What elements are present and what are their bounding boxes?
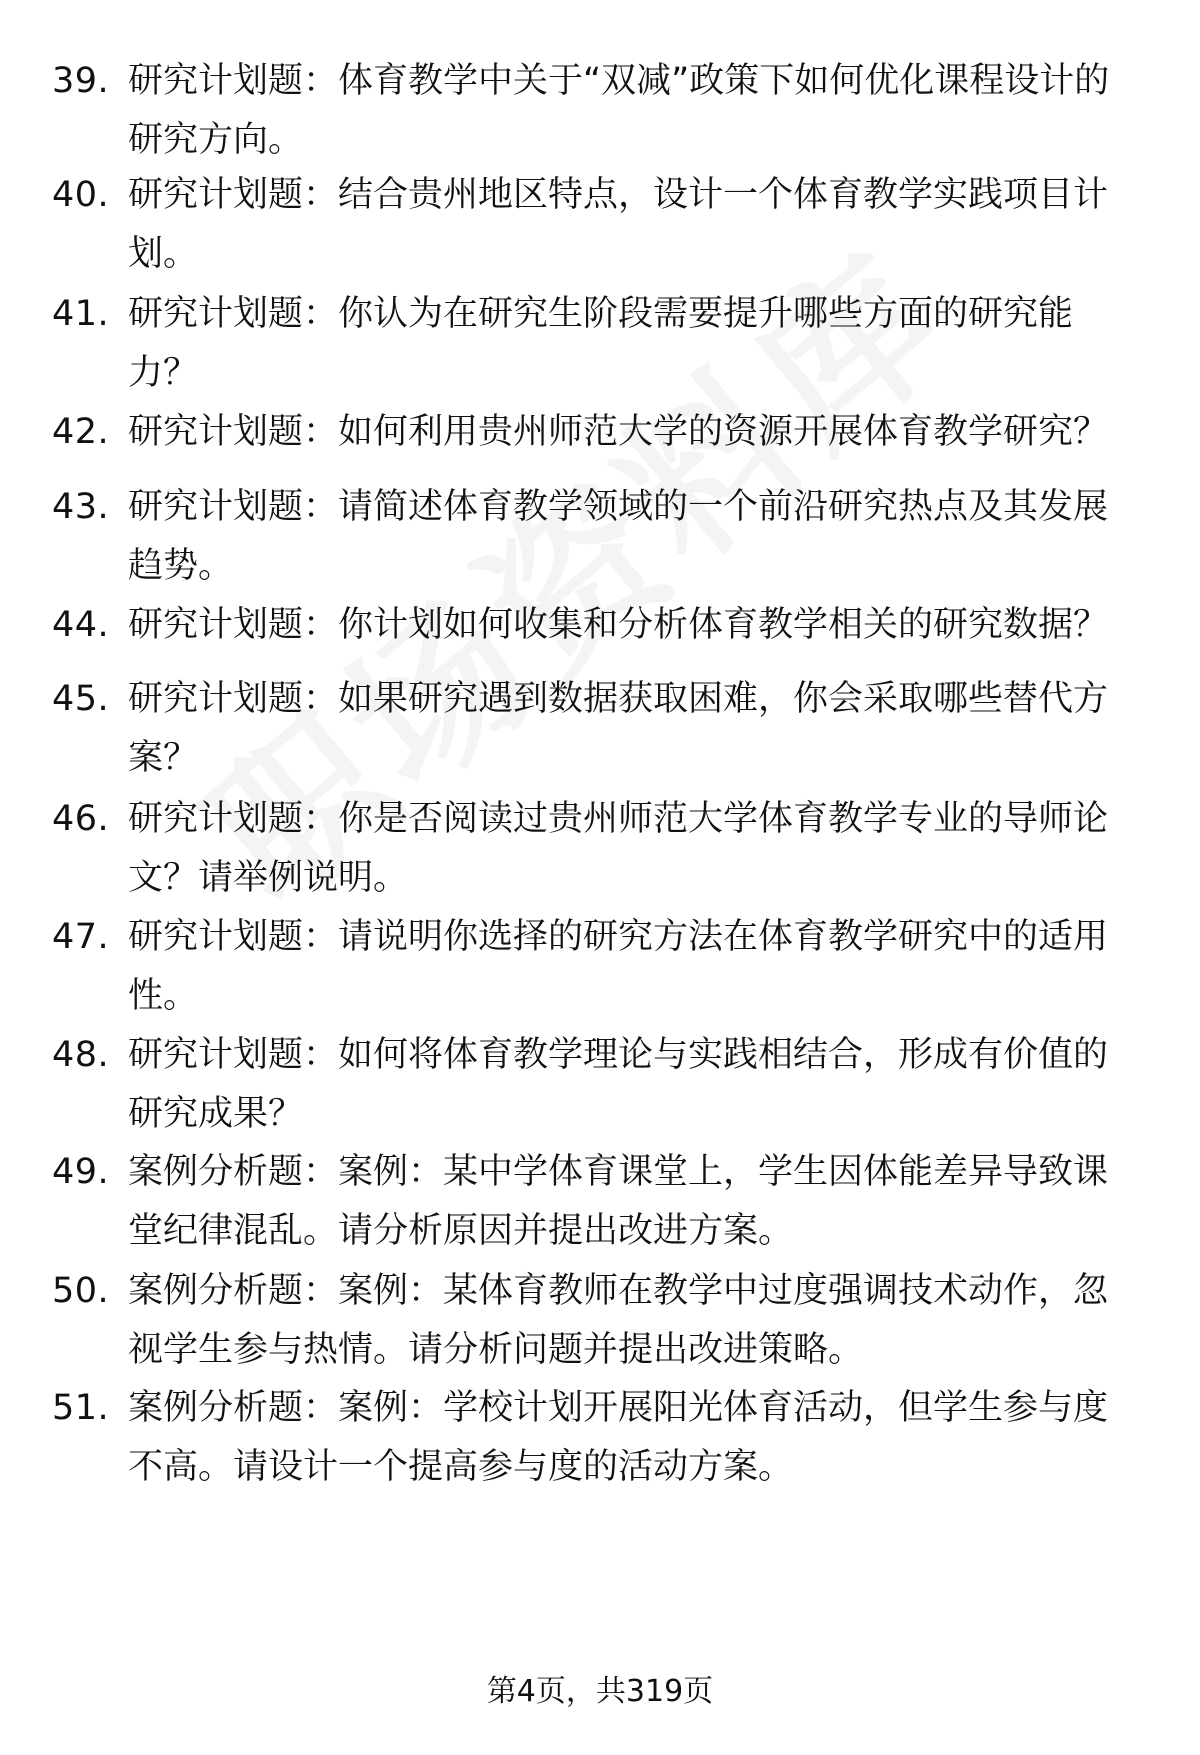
question-item: [52, 1143, 1142, 1261]
question-item: [52, 1379, 1142, 1497]
question-number: 39.: [52, 61, 110, 101]
question-text: 案例分析题：案例：某体育教师在教学中过度强调技术动作，忽视学生参与热情。请分析问题并提出改进策略。: [128, 1271, 1109, 1370]
question-number: 45.: [52, 679, 110, 719]
question-item: [52, 596, 1142, 655]
question-text: 案例分析题：案例：某中学体育课堂上，学生因体能差异导致课堂纪律混乱。请分析原因并提出改进方案。: [128, 1152, 1109, 1251]
question-text: 研究计划题：你认为在研究生阶段需要提升哪些方面的研究能力？: [128, 294, 1074, 393]
question-number: 43.: [52, 487, 110, 527]
question-item: [52, 790, 1142, 908]
question-item: [52, 52, 1142, 170]
question-number: 48.: [52, 1035, 110, 1075]
question-number: 44.: [52, 605, 110, 645]
question-number: 46.: [52, 799, 110, 839]
question-number: 42.: [52, 412, 110, 452]
question-item: [52, 1262, 1142, 1380]
question-text: 研究计划题：体育教学中关于“双减”政策下如何优化课程设计的研究方向。: [128, 61, 1110, 160]
question-text: 案例分析题：案例：学校计划开展阳光体育活动，但学生参与度不高。请设计一个提高参与度的活动方案。: [128, 1388, 1109, 1487]
question-item: [52, 478, 1142, 596]
question-text: 研究计划题：请简述体育教学领域的一个前沿研究热点及其发展趋势。: [128, 487, 1109, 586]
question-text: 研究计划题：请说明你选择的研究方法在体育教学研究中的适用性。: [128, 917, 1109, 1016]
question-item: [52, 1026, 1142, 1144]
question-item: [52, 166, 1142, 284]
question-number: 47.: [52, 917, 110, 957]
question-text: 研究计划题：如果研究遇到数据获取困难，你会采取哪些替代方案？: [128, 679, 1109, 778]
question-text: 研究计划题：如何利用贵州师范大学的资源开展体育教学研究？: [128, 412, 1109, 452]
question-number: 41.: [52, 294, 110, 334]
question-item: [52, 908, 1142, 1026]
question-item: [52, 403, 1142, 462]
question-text: 研究计划题：你计划如何收集和分析体育教学相关的研究数据？: [128, 605, 1109, 645]
question-text: 研究计划题：你是否阅读过贵州师范大学体育教学专业的导师论文？请举例说明。: [128, 799, 1109, 898]
question-number: 49.: [52, 1152, 110, 1192]
question-number: 51.: [52, 1388, 110, 1428]
question-number: 40.: [52, 175, 110, 215]
question-text: 研究计划题：如何将体育教学理论与实践相结合，形成有价值的研究成果？: [128, 1035, 1109, 1134]
question-number: 50.: [52, 1271, 110, 1311]
question-item: [52, 670, 1142, 788]
question-text: 研究计划题：结合贵州地区特点，设计一个体育教学实践项目计划。: [128, 175, 1109, 274]
page-number: 第4页，共319页: [486, 1674, 714, 1709]
question-item: [52, 285, 1142, 403]
